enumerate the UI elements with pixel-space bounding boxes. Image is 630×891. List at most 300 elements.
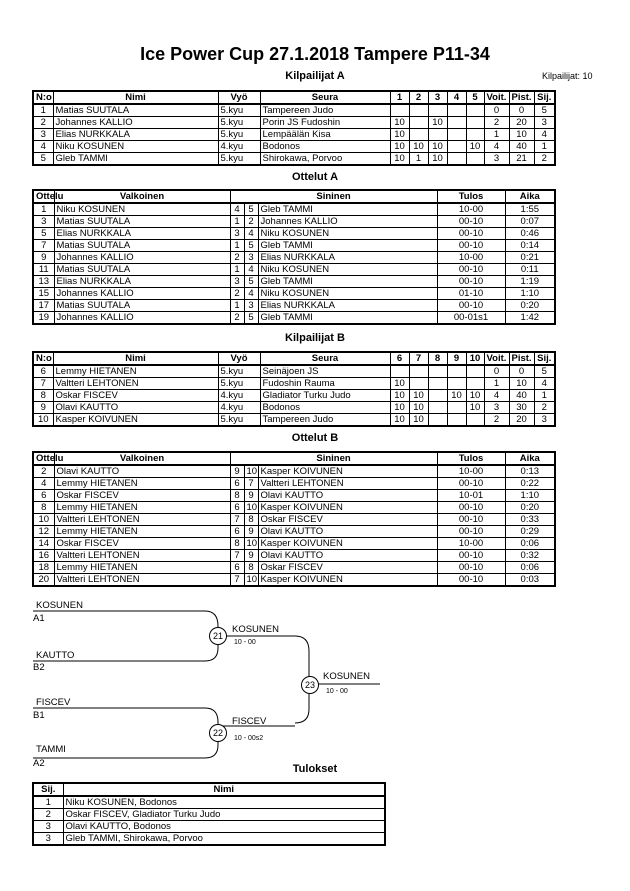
table-cell: 10 (409, 390, 428, 402)
table-cell: 6 (230, 478, 244, 490)
table-cell: 8 (33, 390, 53, 402)
table-cell: 0 (484, 104, 509, 117)
table-cell: 0:20 (505, 502, 555, 514)
table-cell: 10 (390, 129, 409, 141)
table-cell: 3 (244, 252, 258, 264)
table-cell: 10 (466, 402, 484, 414)
column-header: 4 (447, 91, 466, 104)
table-cell: 10-00 (437, 203, 505, 216)
table-cell: 9 (244, 490, 258, 502)
table-cell: 10 (428, 153, 447, 166)
table-cell: Olavi KAUTTO, Bodonos (63, 821, 385, 833)
table-cell: Kasper KOIVUNEN (258, 538, 437, 550)
table-cell: 0:03 (505, 574, 555, 587)
table-cell: Oskar FISCEV (54, 490, 230, 502)
table-cell: Valtteri LEHTONEN (54, 514, 230, 526)
table-row (33, 833, 385, 846)
table-cell: 10 (390, 390, 409, 402)
table-cell: Lemmy HIETANEN (54, 478, 230, 490)
table-cell: 5.kyu (218, 129, 260, 141)
column-header: Seura (260, 352, 390, 365)
competitors-b-heading: Kilpailijat B (285, 332, 345, 344)
table-cell: 10 (390, 153, 409, 166)
table-cell: 01-10 (437, 288, 505, 300)
table-cell: 0 (484, 365, 509, 378)
header-row (33, 783, 385, 796)
table-cell: Johannes KALLIO (258, 216, 437, 228)
table-cell: 5 (244, 312, 258, 325)
column-header: 2 (409, 91, 428, 104)
competitor-count: Kilpailijat: 10 (542, 71, 593, 81)
table-cell: 00-10 (437, 550, 505, 562)
table-cell: 0:13 (505, 465, 555, 478)
column-header: Voit. (484, 352, 509, 365)
table-cell: Lemmy HIETANEN (54, 562, 230, 574)
table-cell: 13 (33, 276, 54, 288)
column-header: Sininen (230, 452, 437, 465)
table-cell: 00-10 (437, 502, 505, 514)
table-cell: Niku KOSUNEN (54, 203, 230, 216)
table-cell: 10-01 (437, 490, 505, 502)
table-cell: 8 (230, 490, 244, 502)
table-cell: 20 (509, 414, 534, 427)
table-cell: 5 (33, 228, 54, 240)
column-header: Tulos (437, 452, 505, 465)
table-cell: Kasper KOIVUNEN (258, 574, 437, 587)
table-cell: 10 (390, 117, 409, 129)
table-cell: 3 (484, 153, 509, 166)
page-title: Ice Power Cup 27.1.2018 Tampere P11-34 (140, 44, 490, 64)
match-23-score: 10 - 00 (326, 688, 348, 695)
table-cell: 7 (33, 378, 53, 390)
table-cell: 1 (409, 153, 428, 166)
column-header: Nimi (53, 91, 218, 104)
column-header: 5 (466, 91, 484, 104)
column-header: Valkoinen (54, 452, 230, 465)
table-cell: Valtteri LEHTONEN (258, 478, 437, 490)
table-cell: 00-10 (437, 264, 505, 276)
column-header: Nimi (53, 352, 218, 365)
bracket-seed-2: B2 (33, 662, 45, 673)
table-cell: 14 (33, 538, 54, 550)
table-cell: 10 (409, 414, 428, 427)
table-row (33, 821, 385, 833)
table-cell: 10 (409, 141, 428, 153)
table-cell: 9 (33, 252, 54, 264)
table-cell: 0:14 (505, 240, 555, 252)
table-cell: 8 (244, 562, 258, 574)
table-cell: Valtteri LEHTONEN (53, 378, 218, 390)
table-cell: 1 (33, 104, 53, 117)
table-cell: Matias SUUTALA (54, 216, 230, 228)
table-cell: 00-10 (437, 228, 505, 240)
bracket-player-4: TAMMI (36, 744, 66, 755)
table-cell: Tampereen Judo (260, 414, 390, 427)
table-cell: 0:21 (505, 252, 555, 264)
table-cell: 10 (244, 538, 258, 550)
table-cell: Oskar FISCEV, Gladiator Turku Judo (63, 809, 385, 821)
table-cell: Olavi KAUTTO (258, 526, 437, 538)
table-cell: Oskar FISCEV (54, 538, 230, 550)
column-header: Valkoinen (54, 190, 230, 203)
column-header: Nimi (63, 783, 385, 796)
table-cell: 4 (33, 478, 54, 490)
bracket-player-3: FISCEV (36, 697, 71, 708)
column-header: 8 (428, 352, 447, 365)
table-cell: 1 (230, 300, 244, 312)
column-header: 1 (390, 91, 409, 104)
table-cell: Gleb TAMMI (258, 240, 437, 252)
table-cell: 1 (230, 264, 244, 276)
table-cell: Matias SUUTALA (54, 300, 230, 312)
table-cell: Matias SUUTALA (54, 264, 230, 276)
results-heading: Tulokset (292, 763, 338, 775)
table-cell: 6 (230, 562, 244, 574)
table-cell: 9 (244, 526, 258, 538)
table-cell: 3 (33, 833, 63, 846)
table-cell: 5 (33, 153, 53, 166)
table-cell: 4 (244, 264, 258, 276)
table-cell: 10 (244, 574, 258, 587)
table-cell: Kasper KOIVUNEN (258, 502, 437, 514)
table-cell: 1 (484, 129, 509, 141)
table-cell: 3 (484, 402, 509, 414)
bracket-seed-4: A2 (33, 758, 45, 769)
match-22-circle: 22 (209, 724, 227, 742)
table-cell: 20 (33, 574, 54, 587)
table-cell: 6 (33, 365, 53, 378)
table-cell: Valtteri LEHTONEN (54, 550, 230, 562)
table-cell: Seinäjoen JS (260, 365, 390, 378)
table-cell: Johannes KALLIO (54, 312, 230, 325)
table-cell: 8 (244, 514, 258, 526)
table-cell: 4 (33, 141, 53, 153)
table-cell: 1:55 (505, 203, 555, 216)
table-cell: 0:11 (505, 264, 555, 276)
column-header: 7 (409, 352, 428, 365)
table-cell: 9 (33, 402, 53, 414)
table-cell: Oskar FISCEV (258, 562, 437, 574)
column-header: Sininen (230, 190, 437, 203)
table-cell: 3 (230, 228, 244, 240)
match-22-score: 10 - 00s2 (234, 735, 264, 742)
table-cell: 7 (33, 240, 54, 252)
table-cell: 1:10 (505, 288, 555, 300)
table-cell: 00-10 (437, 514, 505, 526)
bracket-player-1: KOSUNEN (36, 600, 83, 611)
table-row (33, 809, 385, 821)
match-21-winner: KOSUNEN (232, 624, 279, 635)
table-cell: 4.kyu (218, 390, 260, 402)
table-cell: 1 (534, 390, 555, 402)
table-cell: Olavi KAUTTO (53, 402, 218, 414)
table-cell: 4 (244, 288, 258, 300)
match-21-score: 10 - 00 (234, 639, 256, 646)
table-cell: 1 (33, 796, 63, 809)
column-header: 9 (447, 352, 466, 365)
table-cell: 1:10 (505, 490, 555, 502)
table-cell: 4 (534, 129, 555, 141)
table-cell: 10 (428, 141, 447, 153)
table-cell: 7 (244, 478, 258, 490)
table-cell: 2 (230, 252, 244, 264)
table-cell: 2 (244, 216, 258, 228)
table-cell: 4 (484, 141, 509, 153)
table-cell: 1 (230, 216, 244, 228)
table-cell: 3 (534, 117, 555, 129)
table-cell: 5 (244, 240, 258, 252)
table-cell: Gleb TAMMI (258, 312, 437, 325)
table-cell: 00-10 (437, 276, 505, 288)
table-cell: 1 (33, 203, 54, 216)
table-cell: 2 (534, 402, 555, 414)
table-cell: Matias SUUTALA (54, 240, 230, 252)
table-cell: 0:20 (505, 300, 555, 312)
table-cell: Gladiator Turku Judo (260, 390, 390, 402)
column-header: Vyö (218, 91, 260, 104)
table-cell: Kasper KOIVUNEN (53, 414, 218, 427)
table-cell: Johannes KALLIO (54, 288, 230, 300)
table-cell: 5.kyu (218, 365, 260, 378)
table-cell: 00-01s1 (437, 312, 505, 325)
table-cell: 0:06 (505, 538, 555, 550)
matches-b-heading: Ottelut B (291, 432, 339, 444)
table-cell: 6 (230, 502, 244, 514)
table-cell: Niku KOSUNEN, Bodonos (63, 796, 385, 809)
column-header: 6 (390, 352, 409, 365)
table-cell: 10 (466, 141, 484, 153)
table-cell: 3 (33, 821, 63, 833)
table-cell: 10-00 (437, 465, 505, 478)
table-cell: Elias NURKKALA (258, 252, 437, 264)
table-cell: 10 (390, 414, 409, 427)
table-cell: 10 (390, 141, 409, 153)
table-cell: 3 (534, 414, 555, 427)
table-cell: Gleb TAMMI, Shirokawa, Porvoo (63, 833, 385, 846)
table-cell: 0 (509, 365, 534, 378)
table-cell: 18 (33, 562, 54, 574)
table-cell: Fudoshin Rauma (260, 378, 390, 390)
table-cell: 10 (447, 390, 466, 402)
table-cell: 2 (33, 117, 53, 129)
table-cell: 10 (509, 378, 534, 390)
table-cell: Elias NURKKALA (53, 129, 218, 141)
column-header: Pist. (509, 352, 534, 365)
table-row (33, 796, 385, 809)
column-header: Ottelu (33, 452, 54, 465)
column-header: Sij. (534, 91, 555, 104)
match-23-winner: KOSUNEN (323, 671, 370, 682)
table-cell: 4 (244, 228, 258, 240)
table-cell: 00-10 (437, 526, 505, 538)
table-cell: Lempäälän Kisa (260, 129, 390, 141)
table-cell: 00-10 (437, 216, 505, 228)
table-cell: 4.kyu (218, 402, 260, 414)
competitors-a-heading: Kilpailijat A (285, 70, 345, 82)
table-cell: 2 (484, 117, 509, 129)
column-header: Sij. (33, 783, 63, 796)
column-header: Vyö (218, 352, 260, 365)
table-cell: 00-10 (437, 562, 505, 574)
table-cell: 9 (244, 550, 258, 562)
column-header: Aika (505, 190, 555, 203)
table-cell: 10 (390, 378, 409, 390)
column-header: Aika (505, 452, 555, 465)
table-cell: 0:33 (505, 514, 555, 526)
table-cell: 1:19 (505, 276, 555, 288)
bracket-seed-3: B1 (33, 710, 45, 721)
table-cell: 4 (230, 203, 244, 216)
table-cell: 0:32 (505, 550, 555, 562)
table-cell: Kasper KOIVUNEN (258, 465, 437, 478)
table-cell: 5 (244, 276, 258, 288)
table-cell: 3 (33, 129, 53, 141)
results-table (32, 782, 386, 846)
table-cell: 4 (534, 378, 555, 390)
table-cell: 0:07 (505, 216, 555, 228)
table-cell: Bodonos (260, 402, 390, 414)
table-cell: 0 (509, 104, 534, 117)
table-cell: 00-10 (437, 240, 505, 252)
table-cell: 19 (33, 312, 54, 325)
table-cell: Gleb TAMMI (258, 276, 437, 288)
table-cell: 10 (466, 390, 484, 402)
table-cell: 7 (230, 550, 244, 562)
table-cell: 5.kyu (218, 117, 260, 129)
table-cell: Elias NURKKALA (54, 228, 230, 240)
table-cell: 6 (33, 490, 54, 502)
table-cell: 2 (230, 312, 244, 325)
table-cell: 0:29 (505, 526, 555, 538)
bracket-player-2: KAUTTO (36, 650, 75, 661)
table-cell: Johannes KALLIO (53, 117, 218, 129)
table-cell: 10-00 (437, 538, 505, 550)
table-cell: Gleb TAMMI (258, 203, 437, 216)
table-cell: 1 (230, 240, 244, 252)
table-cell: Lemmy HIETANEN (54, 502, 230, 514)
table-cell: 10 (33, 514, 54, 526)
column-header: Tulos (437, 190, 505, 203)
table-cell: 5 (534, 365, 555, 378)
table-cell: 10 (509, 129, 534, 141)
table-cell: 10 (390, 402, 409, 414)
column-header: 3 (428, 91, 447, 104)
table-cell: 5.kyu (218, 378, 260, 390)
table-cell: 00-10 (437, 300, 505, 312)
table-cell: 20 (509, 117, 534, 129)
table-cell: Olavi KAUTTO (258, 490, 437, 502)
table-cell: 10 (409, 402, 428, 414)
table-cell: Matias SUUTALA (53, 104, 218, 117)
table-cell: Tampereen Judo (260, 104, 390, 117)
table-cell: 10-00 (437, 252, 505, 264)
table-cell: 0:22 (505, 478, 555, 490)
table-cell: 0:06 (505, 562, 555, 574)
table-cell: Oskar FISCEV (53, 390, 218, 402)
table-cell: 2 (33, 809, 63, 821)
table-cell: 40 (509, 390, 534, 402)
table-cell: 6 (230, 526, 244, 538)
table-cell: 5.kyu (218, 414, 260, 427)
table-cell: Elias NURKKALA (54, 276, 230, 288)
table-cell: 10 (33, 414, 53, 427)
matches-a-heading: Ottelut A (291, 171, 339, 183)
table-cell: 1:42 (505, 312, 555, 325)
table-cell: Olavi KAUTTO (54, 465, 230, 478)
column-header: N:o (33, 352, 53, 365)
table-cell: 1 (534, 141, 555, 153)
table-cell: 10 (244, 465, 258, 478)
table-cell: 7 (230, 514, 244, 526)
match-21-circle: 21 (209, 627, 227, 645)
column-header: 10 (466, 352, 484, 365)
table-cell: 3 (33, 216, 54, 228)
table-cell: Niku KOSUNEN (53, 141, 218, 153)
table-cell: Gleb TAMMI (53, 153, 218, 166)
table-cell: 12 (33, 526, 54, 538)
match-22-winner: FISCEV (232, 716, 267, 727)
table-cell: 8 (33, 502, 54, 514)
table-cell: 2 (484, 414, 509, 427)
table-cell: 16 (33, 550, 54, 562)
table-cell: Bodonos (260, 141, 390, 153)
table-cell: 9 (230, 465, 244, 478)
table-cell: 8 (230, 538, 244, 550)
bracket-seed-1: A1 (33, 613, 45, 624)
table-cell: Lemmy HIETANEN (54, 526, 230, 538)
table-cell: Niku KOSUNEN (258, 264, 437, 276)
table-cell: 10 (244, 502, 258, 514)
column-header: Pist. (509, 91, 534, 104)
column-header: N:o (33, 91, 53, 104)
table-cell: 5 (534, 104, 555, 117)
table-cell: Niku KOSUNEN (258, 288, 437, 300)
match-23-circle: 23 (301, 676, 319, 694)
table-cell: 5.kyu (218, 153, 260, 166)
table-cell: Olavi KAUTTO (258, 550, 437, 562)
table-cell: Valtteri LEHTONEN (54, 574, 230, 587)
column-header: Ottelu (33, 190, 54, 203)
table-cell: Johannes KALLIO (54, 252, 230, 264)
table-cell: Oskar FISCEV (258, 514, 437, 526)
table-cell: 4.kyu (218, 141, 260, 153)
table-cell: 00-10 (437, 478, 505, 490)
table-cell: Niku KOSUNEN (258, 228, 437, 240)
table-cell: 21 (509, 153, 534, 166)
table-cell: 3 (230, 276, 244, 288)
table-cell: 4 (484, 390, 509, 402)
table-cell: 2 (230, 288, 244, 300)
table-cell: Shirokawa, Porvoo (260, 153, 390, 166)
column-header: Seura (260, 91, 390, 104)
table-cell: 5 (244, 203, 258, 216)
table-cell: 30 (509, 402, 534, 414)
table-cell: Elias NURKKALA (258, 300, 437, 312)
column-header: Voit. (484, 91, 509, 104)
table-cell: 7 (230, 574, 244, 587)
table-cell: 2 (534, 153, 555, 166)
table-cell: 1 (484, 378, 509, 390)
table-cell: 00-10 (437, 574, 505, 587)
table-cell: 2 (33, 465, 54, 478)
table-cell: 5.kyu (218, 104, 260, 117)
table-cell: 11 (33, 264, 54, 276)
table-cell: Porin JS Fudoshin (260, 117, 390, 129)
table-cell: 10 (428, 117, 447, 129)
column-header: Sij. (534, 352, 555, 365)
table-cell: 3 (244, 300, 258, 312)
table-cell: 40 (509, 141, 534, 153)
